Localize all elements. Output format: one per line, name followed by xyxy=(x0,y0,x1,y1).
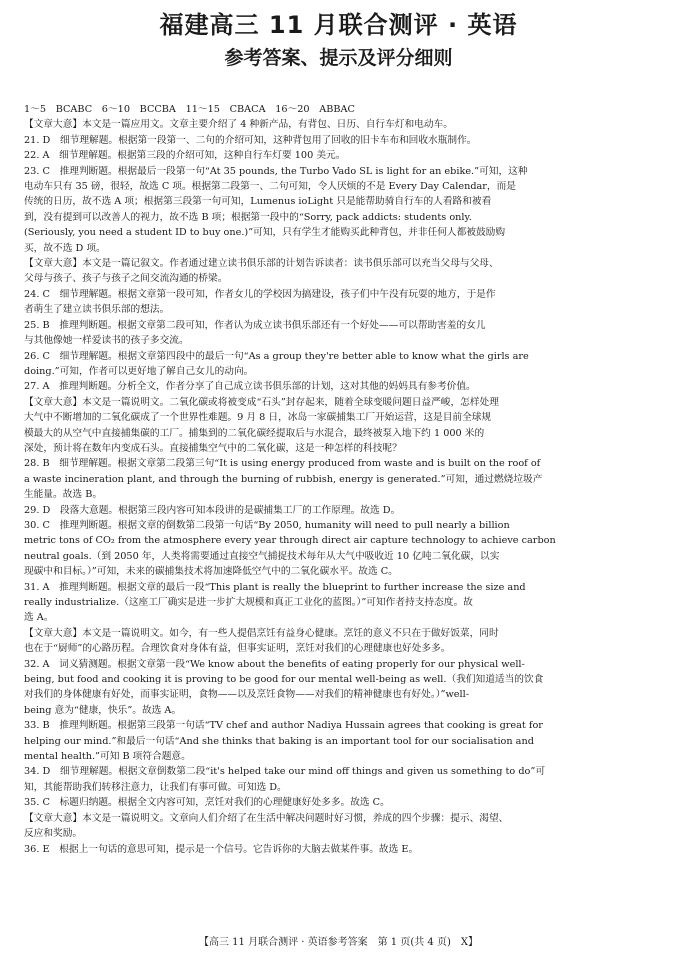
text-line: (Seriously, you need a student ID to buy one.)”可知，只有学生才能购买此种背包，并非任何人都被鼓励购 xyxy=(24,227,506,239)
text-line: 到，没有提到可以改善人的视力，故不选 B 项；根据第一段中的“Sorry, pack addicts: students only. xyxy=(24,211,472,223)
text-line: 29. D 段落大意题。根据第三段内容可知本段讲的是碳捕集工厂的工作原理。故选 D。 xyxy=(24,504,401,516)
text-line: 【文章大意】本文是一篇记叙文。作者通过建立读书俱乐部的计划告诉读者：读书俱乐部可以充当父母与父母、 xyxy=(24,258,499,270)
text-line: 25. B 推理判断题。根据文章第二段可知，作者认为成立读书俱乐部还有一个好处——可以帮助害羞的女儿 xyxy=(24,319,486,331)
page-footer: 【高三 11 月联合测评 · 英语参考答案 第 1 页(共 4 页) X】 xyxy=(199,937,478,948)
text-line: 【文章大意】本文是一篇应用文。文章主要介绍了 4 种新产品，有背包、日历、自行车灯和电动车。 xyxy=(24,119,453,131)
page-title: 福建高三 11 月联合测评 · 英语 xyxy=(159,11,518,39)
text-line: 大气中不断增加的二氧化碳成了一个世界性难题。9 月 8 日，冰岛一家碳捕集工厂开始运营，这是目前全球规 xyxy=(24,412,492,424)
text-line: really industrialize.（这座工厂确实是进一步扩大规模和真正工业化的蓝图。）”可知作者持支持态度。故 xyxy=(24,597,473,608)
page-subtitle: 参考答案、提示及评分细则 xyxy=(224,47,453,69)
text-line: 反应和奖励。 xyxy=(24,828,83,840)
text-line: 26. C 细节理解题。根据文章第四段中的最后一句“As a group they're better able to know what the girls are xyxy=(24,350,529,362)
text-line: 1～5 BCABC 6～10 BCCBA 11～15 CBACA 16～20 ABBAC xyxy=(24,104,355,115)
text-line: 也在于“厨师”的心路历程。合理饮食对身体有益，但事实证明，烹饪对我们的心理健康也好处多多。 xyxy=(24,643,451,655)
text-line: helping our mind.”和最后一句话“And she thinks that baking is an important tool for our socialisation and xyxy=(24,735,534,747)
text-line: 父母与孩子、孩子与孩子之间交流沟通的桥梁。 xyxy=(24,273,228,285)
text-line: being 意为“健康，快乐”。故选 A。 xyxy=(24,704,182,716)
text-line: 【文章大意】本文是一篇说明文。如今，有一些人提倡烹饪有益身心健康。烹饪的意义不只在于做好饭菜，同时 xyxy=(24,627,499,639)
text-line: 深处，预计将在数年内变成石头。直接捕集空气中的二氧化碳，这是一种怎样的科技呢？ xyxy=(24,442,402,454)
text-line: 模最大的从空气中直接捕集碳的工厂。捕集到的二氧化碳经提取后与水混合，最终被泵入地下约 1 000 米的 xyxy=(24,427,485,439)
text-line: 【文章大意】本文是一篇说明文。文章向人们介绍了在生活中解决问题时好习惯，养成的四个步骤：提示、渴望、 xyxy=(24,812,509,824)
text-line: 【文章大意】本文是一篇说明文。二氧化碳或将被变成“石头”封存起来，随着全球变暖问题日益严峻，怎样处理 xyxy=(24,396,499,408)
text-line: metric tons of CO₂ from the atmosphere every year through direct air capture technology to achieve carbon xyxy=(24,535,556,547)
answer-body xyxy=(24,102,653,857)
text-line: 27. A 推理判断题。分析全文，作者分享了自己成立读书俱乐部的计划，这对其他的妈妈具有参考价值。 xyxy=(24,381,476,393)
text-line: 传统的日历，故不选 A 项；根据第三段第一句可知，Lumenus ioLight 只是能帮助骑自行车的人看路和被看 xyxy=(24,196,492,208)
text-line: 买，故不选 D 项。 xyxy=(24,242,106,254)
text-line: 23. C 推理判断题。根据最后一段第一句“At 35 pounds, the Turbo Vado SL is light for an ebike.”可知，这种 xyxy=(24,165,528,177)
text-line: mental health.”可知 B 项符合题意。 xyxy=(24,751,191,763)
text-line: 者萌生了建立读书俱乐部的想法。 xyxy=(24,304,170,316)
text-line: 电动车只有 35 磅，很轻，故选 C 项。根据第二段第一、二句可知，令人厌烦的不是 Every Day Calendar，而是 xyxy=(24,181,516,193)
text-line: 28. B 细节理解题。根据文章第二段第三句“It is using energy produced from waste and is built on the roof of xyxy=(24,458,541,470)
text-line: 34. D 细节理解题。根据文章倒数第二段“it's helped take our mind off things and given us something to do”可 xyxy=(24,766,546,778)
text-line: 32. A 词义猜测题。根据文章第一段“We know about the benefits of eating properly for our physical well- xyxy=(24,658,525,670)
text-line: 35. C 标题归纳题。根据全文内容可知，烹饪对我们的心理健康好处多多。故选 C。 xyxy=(24,797,390,809)
text-line: doing.”可知，作者可以更好地了解自己女儿的动向。 xyxy=(24,365,254,377)
text-line: 与其他像她一样爱读书的孩子多交流。 xyxy=(24,335,189,347)
text-line: 33. B 推理判断题。根据第三段第一句话“TV chef and author Nadiya Hussain agrees that cooking is great for xyxy=(24,720,543,732)
text-line: 生能量。故选 B。 xyxy=(24,489,103,501)
text-line: a waste incineration plant, and through the burning of rubbish, energy is generated.”可知，通过燃烧垃圾产 xyxy=(24,473,543,485)
text-line: 31. A 推理判断题。根据文章的最后一段“This plant is really the blueprint to further increase the size and xyxy=(24,581,526,593)
text-line: 22. A 细节理解题。根据第三段的介绍可知，这种自行车灯要 100 美元。 xyxy=(24,150,346,162)
text-line: 选 A。 xyxy=(24,612,54,624)
text-line: neutral goals.（到 2050 年，人类将需要通过直接空气捕捉技术每年从大气中吸收近 10 亿吨二氧化碳，以实 xyxy=(24,550,500,562)
text-line: 现碳中和目标。）”可知，未来的碳捕集技术将加速降低空气中的二氧化碳水平。故选 C。 xyxy=(24,566,398,578)
text-line: 21. D 细节理解题。根据第一段第一、二句的介绍可知，这种背包用了回收的旧卡车布和回收水瓶制作。 xyxy=(24,134,477,146)
text-line: 30. C 推理判断题。根据文章的倒数第二段第一句话“By 2050, humanity will need to pull nearly a billion xyxy=(24,519,510,531)
text-line: 知，其能帮助我们转移注意力，让我们有事可做。可知选 D。 xyxy=(24,781,287,793)
text-line: 对我们的身体健康有好处，而事实证明，食物——以及烹饪食物——对我们的精神健康也有好处。）”well- xyxy=(24,689,469,701)
text-line: 24. C 细节理解题。根据文章第一段可知，作者女儿的学校因为搞建设，孩子们中午没有玩耍的地方，于是作 xyxy=(24,288,496,300)
text-line: 36. E 根据上一句话的意思可知，提示是一个信号。它告诉你的大脑去做某件事。故选 E。 xyxy=(24,843,419,855)
text-line: being, but food and cooking it is proving to be good for our mental well-being as well.（我们知道适当的饮食 xyxy=(24,674,544,686)
